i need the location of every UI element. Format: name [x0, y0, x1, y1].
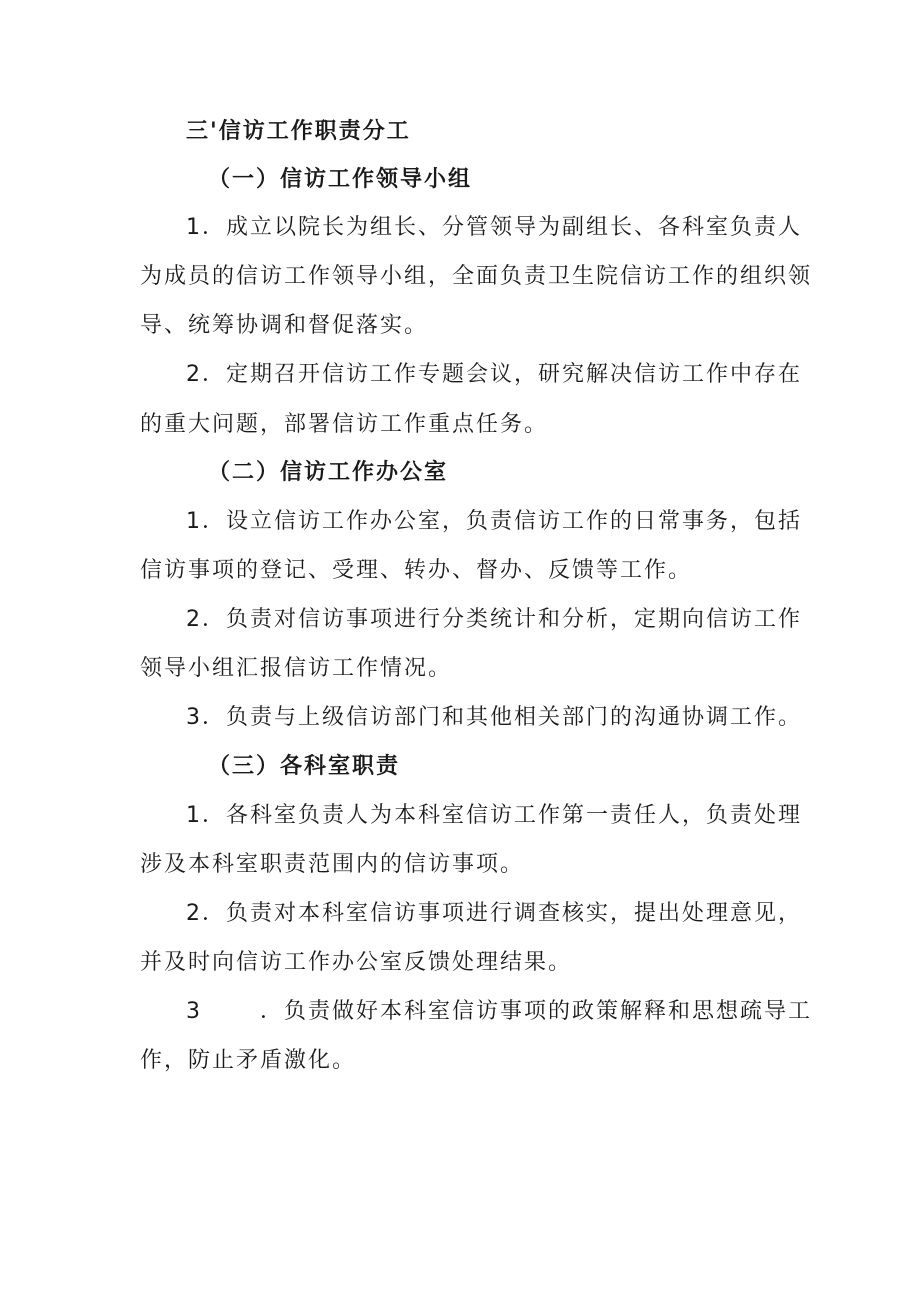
paragraph-line: 作，防止矛盾激化。 — [140, 1048, 357, 1073]
subsection-3-heading: （三）各科室职责 — [208, 754, 401, 779]
paragraph-line: 1．设立信访工作办公室，负责信访工作的日常事务，包括 — [186, 509, 802, 534]
section-title: 三'信访工作职责分工 — [186, 119, 411, 144]
subsection-1-heading: （一）信访工作领导小组 — [208, 167, 473, 192]
paragraph-line: 2．负责对本科室信访事项进行调查核实，提出处理意见， — [186, 901, 802, 926]
paragraph-line — [186, 997, 846, 1027]
paragraph-line: 2．定期召开信访工作专题会议，研究解决信访工作中存在 — [186, 362, 802, 387]
subsection-2-heading: （二）信访工作办公室 — [208, 460, 449, 485]
paragraph-line: 的重大问题，部署信访工作重点任务。 — [140, 412, 549, 437]
paragraph-line: 3．负责与上级信访部门和其他相关部门的沟通协调工作。 — [186, 705, 802, 730]
paragraph-line: 2．负责对信访事项进行分类统计和分析，定期向信访工作 — [186, 607, 802, 632]
paragraph-line: 涉及本科室职责范围内的信访事项。 — [140, 852, 525, 877]
paragraph-line: 领导小组汇报信访工作情况。 — [140, 656, 453, 681]
paragraph-line: 导、统筹协调和督促落实。 — [140, 313, 429, 338]
paragraph-line: 1．成立以院长为组长、分管领导为副组长、各科室负责人 — [186, 215, 802, 240]
paragraph-line: 为成员的信访工作领导小组，全面负责卫生院信访工作的组织领 — [140, 264, 813, 289]
item-text: ．负责做好本科室信访事项的政策解释和思想疏导工 — [260, 999, 813, 1024]
item-number: 3 — [186, 999, 202, 1024]
paragraph-line: 并及时向信访工作办公室反馈处理结果。 — [140, 950, 573, 975]
paragraph-line: 1．各科室负责人为本科室信访工作第一责任人，负责处理 — [186, 803, 802, 828]
paragraph-line: 信访事项的登记、受理、转办、督办、反馈等工作。 — [140, 558, 693, 583]
